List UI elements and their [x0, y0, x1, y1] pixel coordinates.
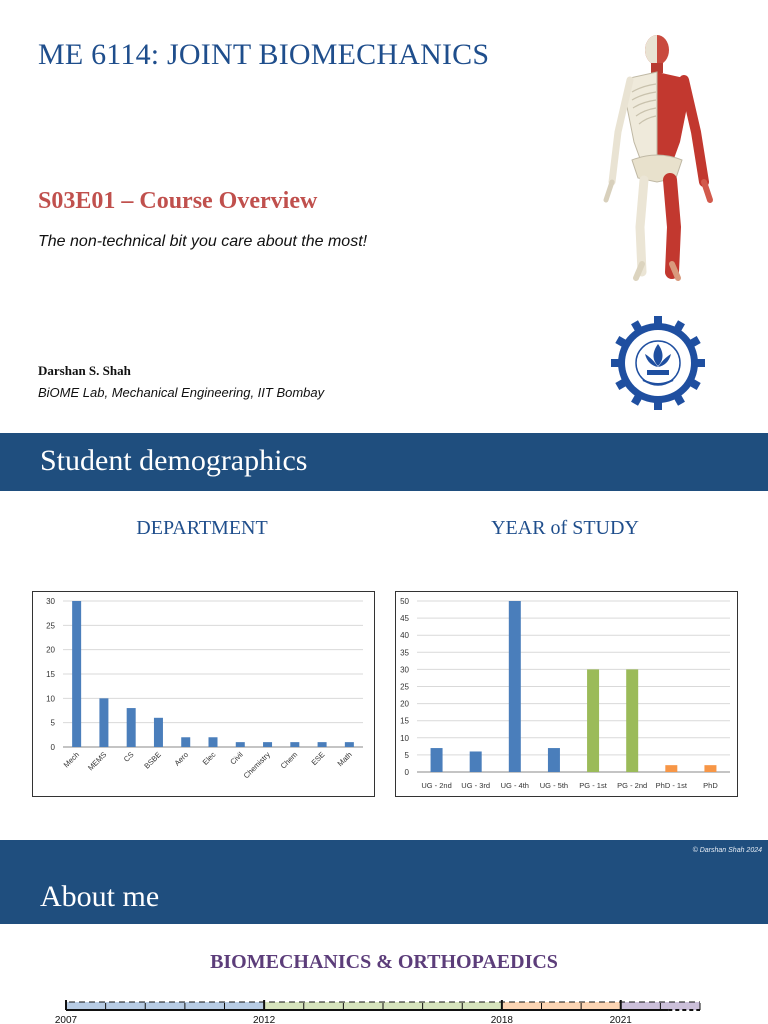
bar-civil: [236, 742, 245, 747]
y-tick-label: 15: [400, 716, 409, 726]
timeline-year-label: 2012: [253, 1015, 276, 1024]
bar-mech: [72, 601, 81, 747]
bar-mems: [99, 698, 108, 747]
course-title: ME 6114: JOINT BIOMECHANICS: [38, 38, 490, 71]
section-band-about: [0, 840, 768, 924]
y-tick-label: 30: [400, 665, 409, 675]
bar-pg-2nd: [626, 669, 638, 772]
y-tick-label: 5: [50, 718, 55, 728]
x-tick-label: Mech: [61, 750, 82, 770]
y-tick-label: 10: [46, 694, 55, 704]
y-tick-label: 25: [46, 621, 55, 631]
copyright-note: © Darshan Shah 2024: [692, 847, 762, 854]
department-chart-heading: DEPARTMENT: [136, 517, 268, 539]
y-tick-label: 15: [46, 670, 55, 679]
timeline-year-label: 2021: [609, 1015, 632, 1024]
section-band-demographics: [0, 433, 768, 491]
iit-bombay-logo: [609, 314, 707, 412]
bar-phd-1st: [665, 765, 677, 772]
y-tick-label: 30: [46, 597, 55, 606]
x-tick-label: PhD: [703, 781, 718, 790]
x-tick-label: Chem: [278, 750, 300, 771]
x-tick-label: UG - 3rd: [461, 781, 491, 790]
bar-ug-5th: [548, 748, 560, 772]
year-chart-box: [395, 591, 738, 797]
department-bar-chart: [33, 592, 374, 796]
tagline: The non-technical bit you care about the most!: [38, 233, 368, 250]
x-tick-label: Elec: [200, 750, 218, 767]
y-tick-label: 10: [400, 733, 409, 743]
y-tick-label: 40: [400, 631, 409, 641]
y-tick-label: 5: [404, 750, 409, 760]
bar-ug-2nd: [431, 748, 443, 772]
lecture-subtitle: S03E01 – Course Overview: [38, 188, 318, 214]
x-tick-label: UG - 4th: [500, 781, 529, 790]
y-tick-label: 0: [404, 768, 409, 777]
bar-bsbe: [154, 718, 163, 747]
department-chart-box: [32, 591, 375, 797]
timeline-segment: [66, 1002, 264, 1010]
timeline-year-label: 2018: [490, 1015, 513, 1024]
y-tick-label: 20: [46, 645, 55, 655]
section-title-about: About me: [40, 880, 160, 913]
x-tick-label: CS: [121, 750, 136, 764]
x-tick-label: ESE: [309, 750, 327, 768]
anatomy-figure: [592, 32, 722, 282]
bar-ese: [318, 742, 327, 747]
bar-pg-1st: [587, 669, 599, 772]
x-tick-label: Math: [335, 750, 354, 769]
y-tick-label: 35: [400, 648, 409, 658]
bar-cs: [127, 708, 136, 747]
x-tick-label: Aero: [172, 750, 191, 768]
x-tick-label: MEMS: [86, 750, 109, 773]
timeline-segment: [502, 1002, 621, 1010]
x-tick-label: PG - 1st: [579, 781, 607, 790]
x-tick-label: UG - 2nd: [421, 781, 452, 790]
y-tick-label: 45: [400, 614, 409, 624]
bar-chemistry: [263, 742, 272, 747]
y-tick-label: 25: [400, 682, 409, 692]
bar-ug-4th: [509, 601, 521, 772]
bar-elec: [209, 737, 218, 747]
y-tick-label: 0: [50, 743, 55, 752]
year-bar-chart: [396, 592, 737, 796]
x-tick-label: Chemistry: [241, 750, 272, 781]
x-tick-label: Civil: [228, 750, 245, 767]
bar-aero: [181, 737, 190, 747]
bar-chem: [290, 742, 299, 747]
career-timeline: [0, 996, 768, 1024]
bar-math: [345, 742, 354, 747]
author-affiliation: BiOME Lab, Mechanical Engineering, IIT Bombay: [38, 385, 325, 400]
x-tick-label: UG - 5th: [539, 781, 569, 790]
x-tick-label: PG - 2nd: [617, 781, 648, 790]
x-tick-label: PhD - 1st: [655, 781, 687, 790]
bar-ug-3rd: [470, 751, 482, 772]
bar-phd: [704, 765, 716, 772]
y-tick-label: 20: [400, 699, 409, 709]
section-title-demographics: Student demographics: [40, 444, 308, 477]
author-name: Darshan S. Shah: [38, 363, 131, 378]
year-chart-heading: YEAR of STUDY: [491, 517, 639, 539]
about-subtitle: BIOMECHANICS & ORTHOPAEDICS: [210, 951, 558, 973]
x-tick-label: BSBE: [142, 750, 163, 771]
timeline-year-label: 2007: [54, 1015, 78, 1024]
y-tick-label: 50: [400, 597, 409, 606]
